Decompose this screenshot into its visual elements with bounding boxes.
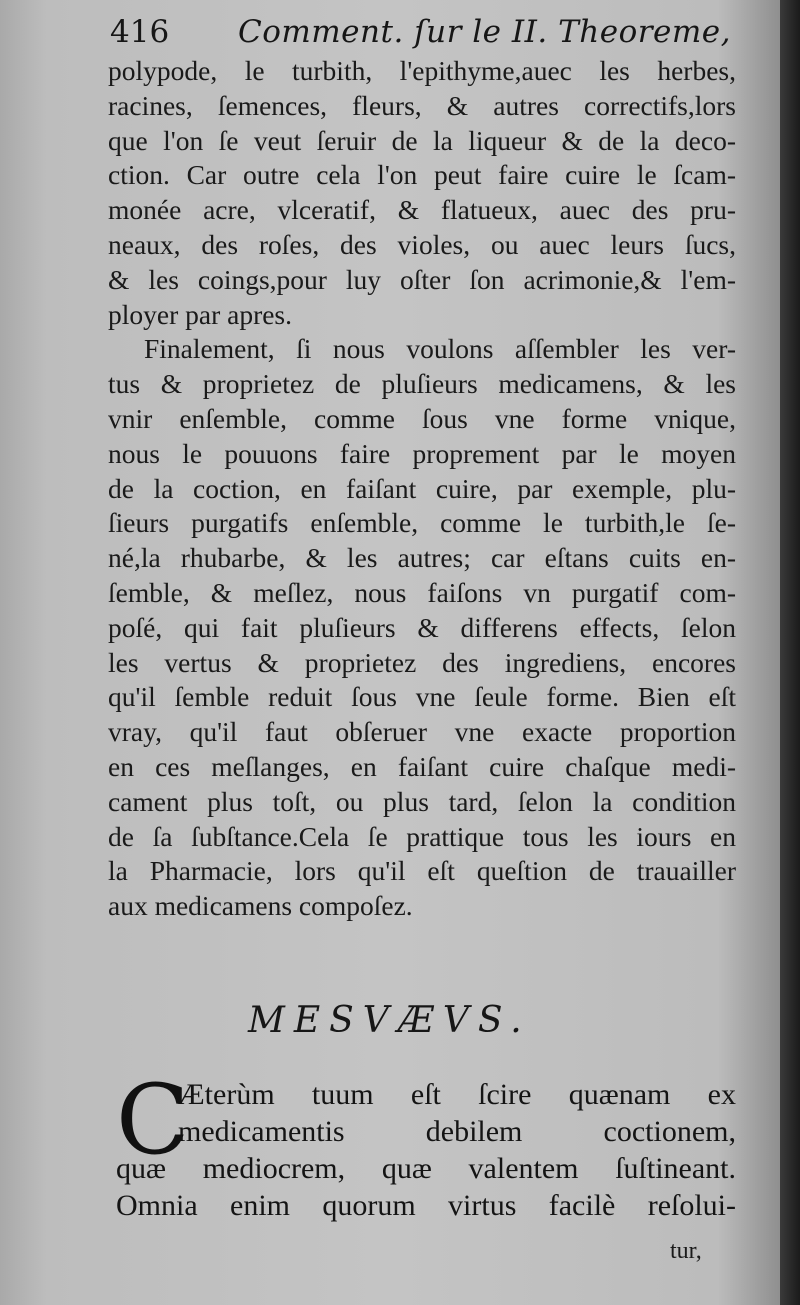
latin-line: quæ mediocrem, quæ valentem ſuſtineant. xyxy=(116,1152,736,1185)
drop-cap: C xyxy=(116,1064,190,1176)
latin-line: medicamentis debilem coctionem, xyxy=(178,1115,736,1148)
text-line: de ſa ſubſtance.Cela ſe prattique tous les iours en xyxy=(108,820,736,852)
text-line: ction. Car outre cela l'on peut faire cuire le ſcam- xyxy=(108,159,736,191)
text-line: ſemble, & meſlez, nous faiſons vn purgatif com- xyxy=(108,576,736,608)
text-line: aux medicamens compoſez. xyxy=(108,890,413,922)
text-line: né,la rhubarbe, & les autres; car eſtans cuits en- xyxy=(108,542,736,574)
text-line: Finalement, ſi nous voulons aſſembler les ver- xyxy=(144,333,736,365)
text-line: neaux, des roſes, des violes, ou auec leurs ſucs, xyxy=(108,228,736,260)
page-number: 416 xyxy=(110,14,170,50)
text-line: les vertus & proprietez des ingrediens, encores xyxy=(108,646,736,678)
latin-quotation xyxy=(116,1064,736,1224)
commentary-text xyxy=(108,54,736,924)
text-line: monée acre, vlceratif, & flatueux, auec des pru- xyxy=(108,194,736,226)
text-line: nous le pouuons faire proprement par le moyen xyxy=(108,437,736,469)
text-line: en ces meſlanges, en faiſant cuire chaſque medi- xyxy=(108,750,736,782)
latin-line: Omnia enim quorum virtus facilè reſolui- xyxy=(116,1189,736,1222)
text-line: vray, qu'il faut obſeruer vne exacte proportion xyxy=(108,716,736,748)
page-header xyxy=(110,14,740,54)
text-line: tus & proprietez de pluſieurs medicamens, & les xyxy=(108,368,736,400)
text-line: & les coings,pour luy oſter ſon acrimonie,& l'em- xyxy=(108,263,736,295)
text-line: racines, ſemences, fleurs, & autres correctifs,lors xyxy=(108,89,736,121)
catchword: tur, xyxy=(670,1238,702,1264)
text-line: poſé, qui fait pluſieurs & differens effects, ſelon xyxy=(108,611,736,643)
text-line: cament plus toſt, ou plus tard, ſelon la condition xyxy=(108,785,736,817)
text-line: polypode, le turbith, l'epithyme,auec les herbes, xyxy=(108,55,736,86)
text-line: ployer par apres. xyxy=(108,298,293,330)
text-line: la Pharmacie, lors qu'il eſt queſtion de trauailler xyxy=(108,855,736,887)
text-line: que l'on ſe veut ſeruir de la liqueur & de la deco- xyxy=(108,124,736,156)
latin-line: Æterùm tuum eſt ſcire quænam ex xyxy=(178,1078,736,1111)
page-edge-shadow xyxy=(780,0,800,1305)
text-line: ſieurs purgatifs enſemble, comme le turbith,le ſe- xyxy=(108,507,736,539)
running-title: Comment. ſur le II. Theoreme, xyxy=(238,14,731,50)
text-line: de la coction, en faiſant cuire, par exemple, plu- xyxy=(108,472,736,504)
text-line: vnir enſemble, comme ſous vne forme vnique, xyxy=(108,402,736,434)
section-heading: MESVÆVS. xyxy=(248,1000,531,1041)
text-line: qu'il ſemble reduit ſous vne ſeule forme. Bien eſt xyxy=(108,681,736,713)
